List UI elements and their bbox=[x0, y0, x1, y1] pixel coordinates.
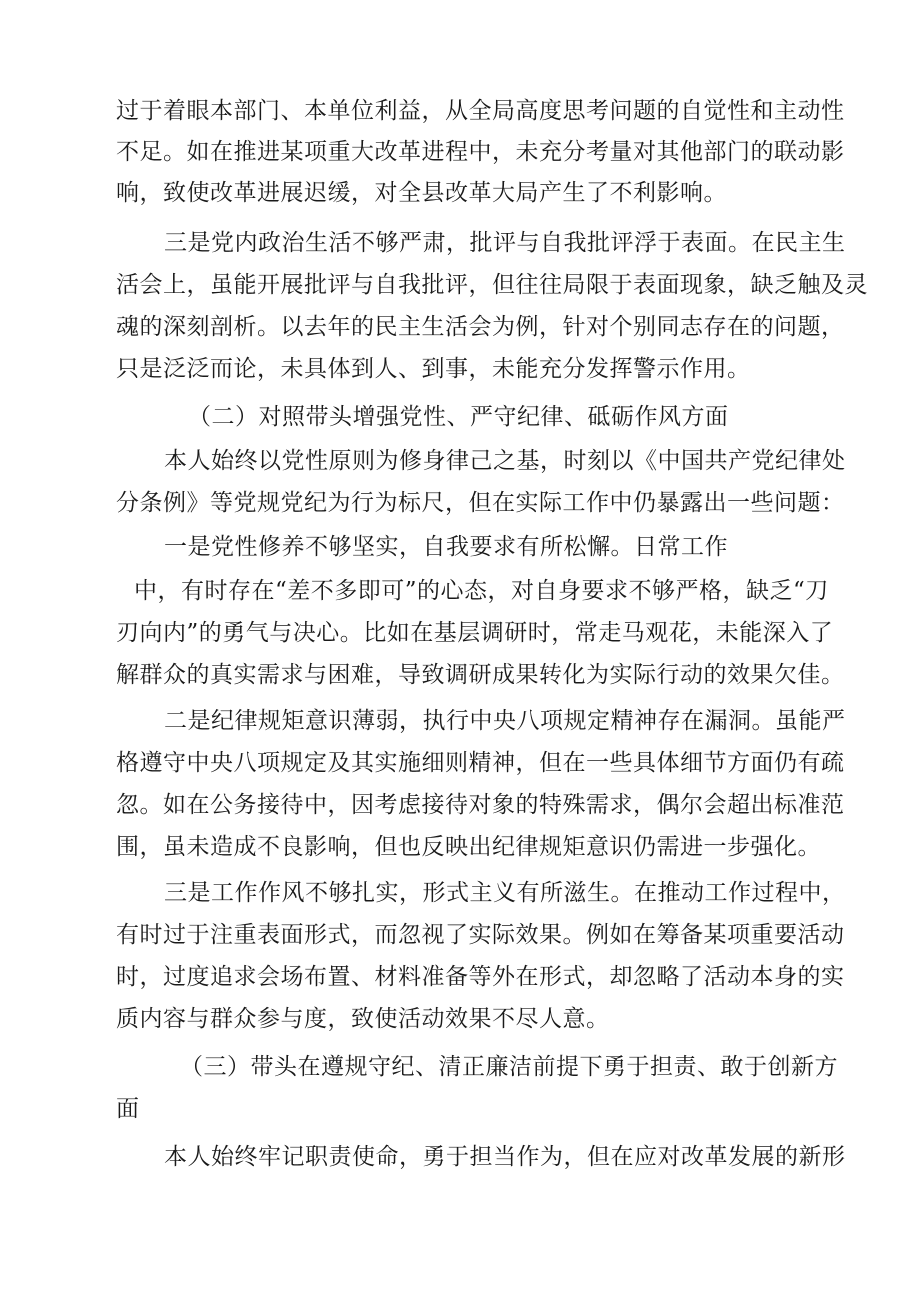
paragraph-line: 分条例》等党规党纪为行为标尺，但在实际工作中仍暴露出一些问题： bbox=[116, 490, 845, 516]
paragraph-line: 格遵守中央八项规定及其实施细则精神，但在一些具体细节方面仍有疏 bbox=[116, 750, 845, 776]
paragraph-line: 魂的深刻剖析。以去年的民主生活会为例，针对个别同志存在的问题， bbox=[116, 314, 845, 340]
paragraph-line: 解群众的真实需求与困难，导致调研成果转化为实际行动的效果欠佳。 bbox=[116, 662, 845, 688]
paragraph-line: 过于着眼本部门、本单位利益，从全局高度思考问题的自觉性和主动性 bbox=[116, 98, 845, 124]
paragraph-line: 时，过度追求会场布置、材料准备等外在形式，却忽略了活动本身的实 bbox=[116, 964, 845, 990]
paragraph-line: 刃向内”的勇气与决心。比如在基层调研时，常走马观花，未能深入了 bbox=[116, 620, 834, 646]
paragraph-line: 本人始终牢记职责使命，勇于担当作为，但在应对改革发展的新形 bbox=[164, 1144, 846, 1170]
paragraph-line: 不足。如在推进某项重大改革进程中，未充分考量对其他部门的联动影 bbox=[116, 139, 845, 165]
section-heading: （三）带头在遵规守纪、清正廉洁前提下勇于担责、敢于创新方 bbox=[180, 1054, 838, 1080]
paragraph-line: 活会上，虽能开展批评与自我批评，但往往局限于表面现象，缺乏触及灵 bbox=[116, 272, 868, 298]
paragraph-line: 中，有时存在“差不多即可”的心态，对自身要求不够严格，缺乏“刀 bbox=[134, 578, 829, 604]
paragraph-line: 质内容与群众参与度，致使活动效果不尽人意。 bbox=[116, 1006, 610, 1032]
paragraph-line: 三是党内政治生活不够严肃，批评与自我批评浮于表面。在民主生 bbox=[164, 230, 846, 256]
paragraph-line: 本人始终以党性原则为修身律己之基，时刻以《中国共产党纪律处 bbox=[164, 448, 846, 474]
paragraph-line: 三是工作作风不够扎实，形式主义有所滋生。在推动工作过程中， bbox=[164, 880, 846, 906]
paragraph-line: 围，虽未造成不良影响，但也反映出纪律规矩意识仍需进一步强化。 bbox=[116, 834, 821, 860]
paragraph-line: 忽。如在公务接待中，因考虑接待对象的特殊需求，偶尔会超出标准范 bbox=[116, 792, 845, 818]
paragraph-line: 二是纪律规矩意识薄弱，执行中央八项规定精神存在漏洞。虽能严 bbox=[164, 708, 846, 734]
paragraph-line: 只是泛泛而论，未具体到人、到事，未能充分发挥警示作用。 bbox=[116, 356, 751, 382]
paragraph-line: 响，致使改革进展迟缓，对全县改革大局产生了不利影响。 bbox=[116, 180, 727, 206]
paragraph-line: 一是党性修养不够坚实，自我要求有所松懈。日常工作 bbox=[164, 534, 728, 560]
paragraph-line: 有时过于注重表面形式，而忽视了实际效果。例如在筹备某项重要活动 bbox=[116, 922, 845, 948]
section-heading: （二）对照带头增强党性、严守纪律、砥砺作风方面 bbox=[188, 404, 729, 430]
section-heading: 面 bbox=[116, 1096, 140, 1122]
